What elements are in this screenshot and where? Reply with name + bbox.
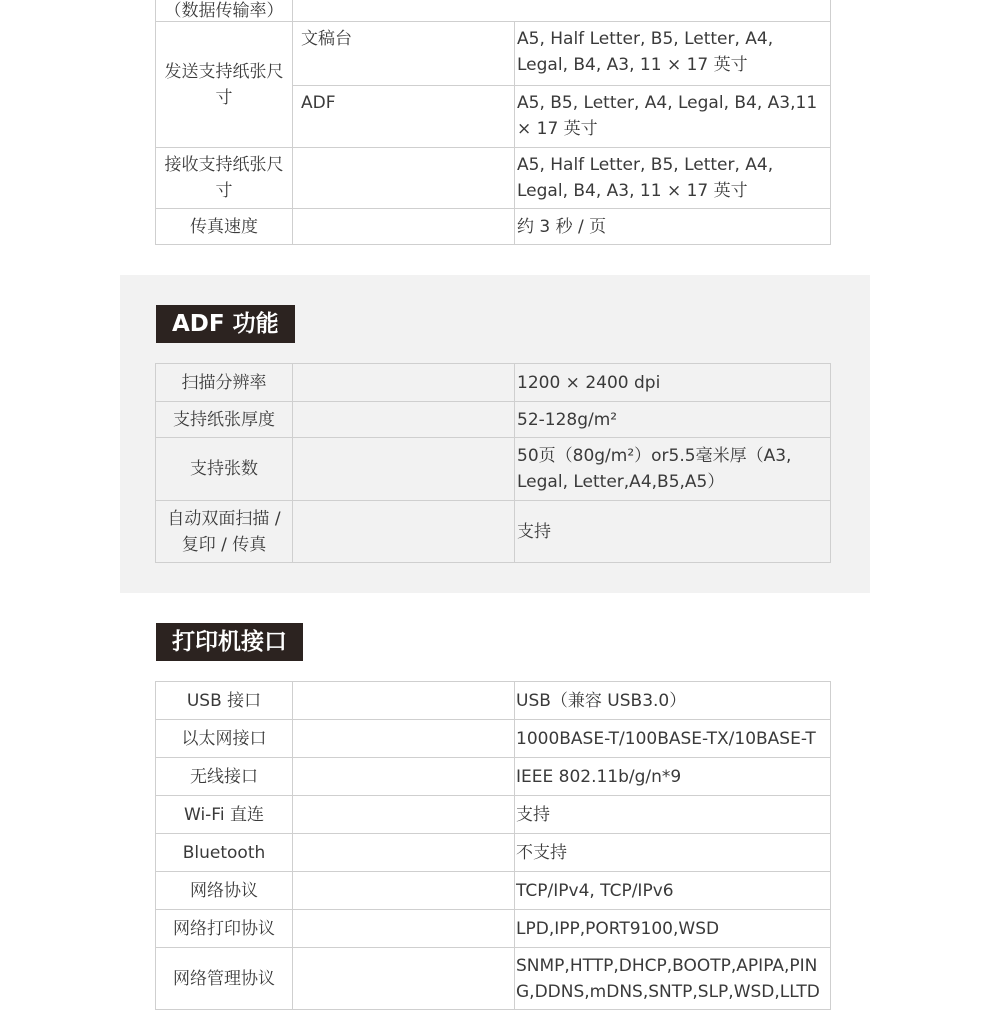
table-row: [156, 501, 831, 563]
row-empty-cell: [293, 682, 515, 720]
row-empty-cell: [293, 910, 515, 948]
sub-label-text: ADF: [301, 93, 336, 113]
row-label-text: 网络协议: [190, 880, 258, 901]
row-label-text: USB 接口: [186, 690, 262, 711]
table-row: [156, 796, 831, 834]
row-value: [515, 209, 831, 245]
row-label-text: 网络打印协议: [173, 918, 275, 939]
row-empty-cell: [293, 364, 515, 402]
row-label-text: 支持纸张厚度: [173, 409, 275, 430]
sub-label: [293, 22, 515, 86]
row-value: [515, 834, 831, 872]
row-label-text: （数据传输率）: [164, 1, 284, 21]
row-label: [156, 402, 293, 438]
row-label: [156, 22, 293, 148]
row-value: [515, 758, 831, 796]
row-label-text: 网络管理协议: [173, 968, 275, 989]
row-value-text: 支持: [517, 521, 551, 542]
row-empty-cell: [293, 758, 515, 796]
row-label-text: Wi-Fi 直连: [184, 804, 264, 825]
row-label: [156, 501, 293, 563]
row-label-text: 接收支持纸张尺寸: [164, 155, 284, 201]
section-title-text: 打印机接口: [172, 629, 287, 655]
row-value: [293, 0, 831, 22]
row-value: [515, 148, 831, 209]
row-label-text: Bluetooth: [182, 842, 266, 863]
interface-spec-table: [155, 681, 831, 1010]
row-value-text: TCP/IPv4, TCP/IPv6: [516, 880, 674, 901]
row-empty-cell: [293, 402, 515, 438]
row-label-text: 支持张数: [190, 459, 258, 479]
row-empty-cell: [293, 148, 515, 209]
table-row: [156, 910, 831, 948]
row-value-text: A5, B5, Letter, A4, Legal, B4, A3,11 × 17 英寸: [517, 93, 818, 139]
row-value-text: LPD,IPP,PORT9100,WSD: [516, 918, 720, 939]
table-row: [156, 682, 831, 720]
row-empty-cell: [293, 872, 515, 910]
row-value: [515, 22, 831, 86]
table-row: [156, 438, 831, 501]
row-label: [156, 872, 293, 910]
row-value-text: USB（兼容 USB3.0）: [516, 690, 687, 711]
row-value: [515, 910, 831, 948]
table-row: [156, 948, 831, 1010]
row-empty-cell: [293, 720, 515, 758]
fax-spec-table: [155, 0, 831, 245]
row-value: [515, 720, 831, 758]
row-empty-cell: [293, 796, 515, 834]
row-empty-cell: [293, 948, 515, 1010]
row-value-text: SNMP,HTTP,DHCP,BOOTP,APIPA,PING,DDNS,mDNS,SNTP,SLP,WSD,LLTD: [516, 956, 820, 1002]
row-label: [156, 682, 293, 720]
row-value-text: 50页（80g/m²）or5.5毫米厚（A3, Legal, Letter,A4,B5,A5）: [517, 446, 792, 492]
table-row: [156, 148, 831, 209]
table-row: [156, 834, 831, 872]
row-label: [156, 438, 293, 501]
row-value-text: 约 3 秒 / 页: [517, 216, 607, 237]
table-row: [156, 209, 831, 245]
adf-spec-table: [155, 363, 831, 563]
table-row: [156, 758, 831, 796]
interface-section-title: [156, 623, 303, 661]
row-value-text: A5, Half Letter, B5, Letter, A4, Legal, B4, A3, 11 × 17 英寸: [517, 155, 774, 201]
row-empty-cell: [293, 501, 515, 563]
row-value: [515, 86, 831, 148]
sub-label: [293, 86, 515, 148]
row-empty-cell: [293, 834, 515, 872]
row-label-text: 传真速度: [190, 216, 258, 237]
row-label: [156, 720, 293, 758]
table-row: [156, 22, 831, 86]
row-value-text: 支持: [516, 804, 550, 825]
row-value-text: IEEE 802.11b/g/n*9: [516, 766, 682, 787]
table-row: [156, 872, 831, 910]
row-value-text: 52-128g/m²: [517, 409, 618, 430]
row-label: [156, 758, 293, 796]
row-value: [515, 501, 831, 563]
table-row: [156, 364, 831, 402]
row-label: [156, 0, 293, 22]
row-value-text: 1200 × 2400 dpi: [517, 372, 661, 393]
row-label-text: 扫描分辨率: [181, 372, 267, 393]
table-row: [156, 0, 831, 22]
sub-label-text: 文稿台: [301, 29, 352, 49]
row-label-text: 自动双面扫描 / 复印 / 传真: [167, 508, 281, 555]
row-value-text: A5, Half Letter, B5, Letter, A4, Legal, B4, A3, 11 × 17 英寸: [517, 29, 774, 75]
row-value: [515, 402, 831, 438]
row-value: [515, 796, 831, 834]
row-label-text: 无线接口: [190, 766, 258, 787]
row-value: [515, 364, 831, 402]
row-label: [156, 148, 293, 209]
row-label: [156, 209, 293, 245]
row-label-text: 以太网接口: [181, 728, 267, 749]
row-label: [156, 948, 293, 1010]
table-row: [156, 720, 831, 758]
row-label: [156, 796, 293, 834]
row-label: [156, 364, 293, 402]
row-label-text: 发送支持纸张尺寸: [164, 61, 284, 108]
row-empty-cell: [293, 209, 515, 245]
adf-section-title: [156, 305, 295, 343]
row-empty-cell: [293, 438, 515, 501]
row-value: [515, 872, 831, 910]
row-value: [515, 438, 831, 501]
row-label: [156, 834, 293, 872]
table-row: [156, 402, 831, 438]
row-value-text: 不支持: [516, 842, 567, 863]
section-title-text: ADF 功能: [172, 311, 279, 337]
row-value: [515, 682, 831, 720]
row-value-text: 1000BASE-T/100BASE-TX/10BASE-T: [516, 728, 816, 749]
row-value: [515, 948, 831, 1010]
row-label: [156, 910, 293, 948]
